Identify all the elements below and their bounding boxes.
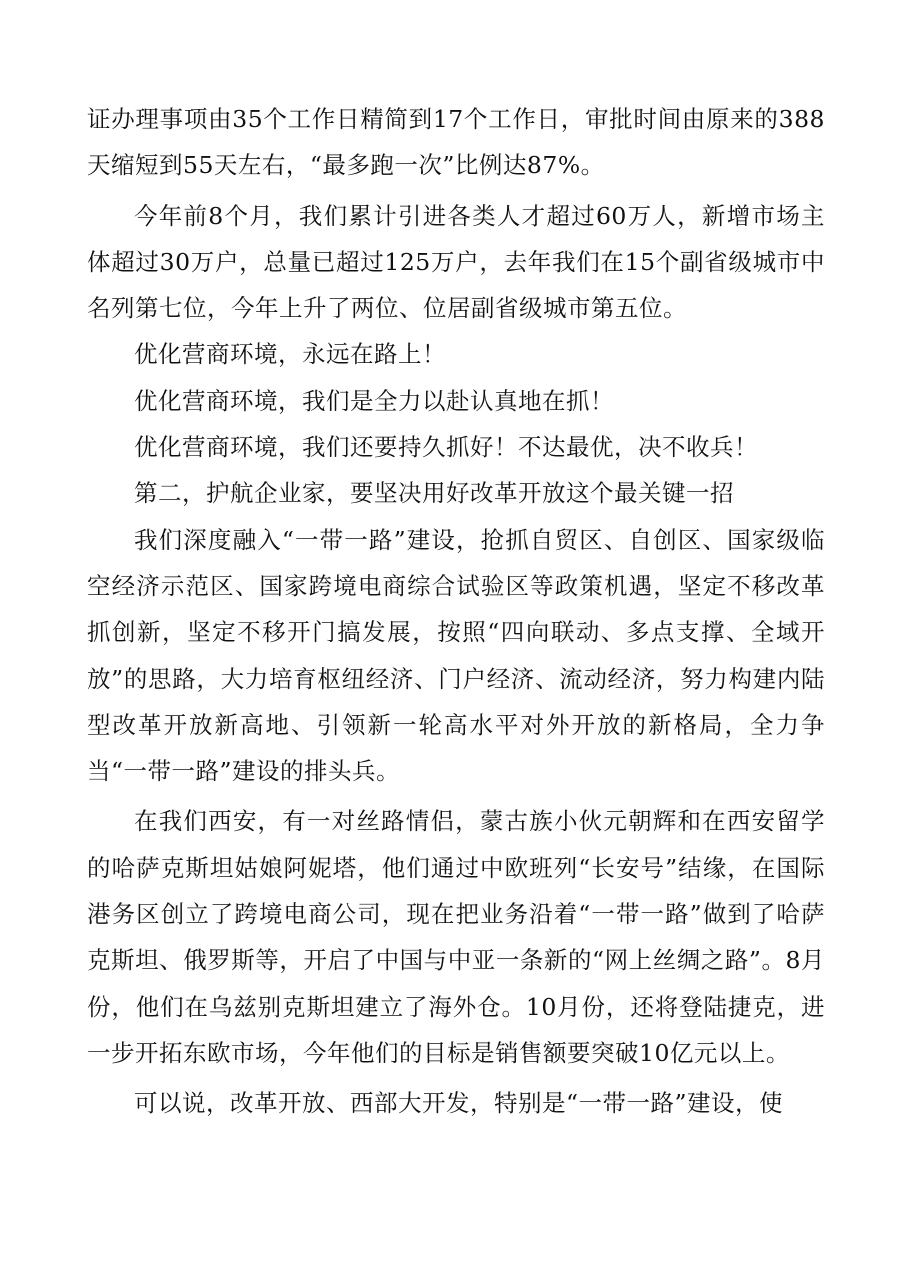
document-body — [87, 96, 825, 1127]
paragraph-continued: 证办理事项由35个工作日精简到17个工作日，审批时间由原来的388天缩短到55天左右，“最多跑一次”比例达87%。 — [87, 105, 825, 180]
paragraph-talent-stats: 今年前8个月，我们累计引进各类人才超过60万人，新增市场主体超过30万户，总量已超过125万户，去年我们在15个副省级城市中名列第七位，今年上升了两位、位居副省级城市第五位。 — [87, 201, 825, 323]
paragraph-slogan-3: 优化营商环境，我们还要持久抓好！不达最优，决不收兵！ — [134, 433, 758, 462]
paragraph-slogan-1: 优化营商环境，永远在路上！ — [134, 340, 446, 369]
paragraph-belt-and-road: 我们深度融入“一带一路”建设，抢抓自贸区、自创区、国家级临空经济示范区、国家跨境电商综合试验区等政策机遇，坚定不移改革抓创新，坚定不移开门搞发展，按照“四向联动、多点支撑、全域开放”的思路，大力培育枢纽经济、门户经济、流动经济，努力构建内陆型改革开放新高地、引领新一轮高水平对外开放的新格局，全力争当“一带一路”建设的排头兵。 — [87, 525, 825, 786]
paragraph-conclusion-start: 可以说，改革开放、西部大开发，特别是“一带一路”建设，使 — [134, 1089, 784, 1118]
paragraph-silk-road-couple: 在我们西安，有一对丝路情侣，蒙古族小伙元朝辉和在西安留学的哈萨克斯坦姑娘阿妮塔，他们通过中欧班列“长安号”结缘，在国际港务区创立了跨境电商公司，现在把业务沿着“一带一路”做到了哈萨克斯坦、俄罗斯等，开启了中国与中亚一条新的“网上丝绸之路”。8月份，他们在乌兹别克斯坦建立了海外仓。10月份，还将登陆捷克，进一步开拓东欧市场，今年他们的目标是销售额要突破10亿元以上。 — [87, 807, 825, 1067]
section-heading-second: 第二，护航企业家，要坚决用好改革开放这个最关键一招 — [134, 479, 734, 508]
paragraph-slogan-2: 优化营商环境，我们是全力以赴认真地在抓！ — [134, 386, 614, 415]
